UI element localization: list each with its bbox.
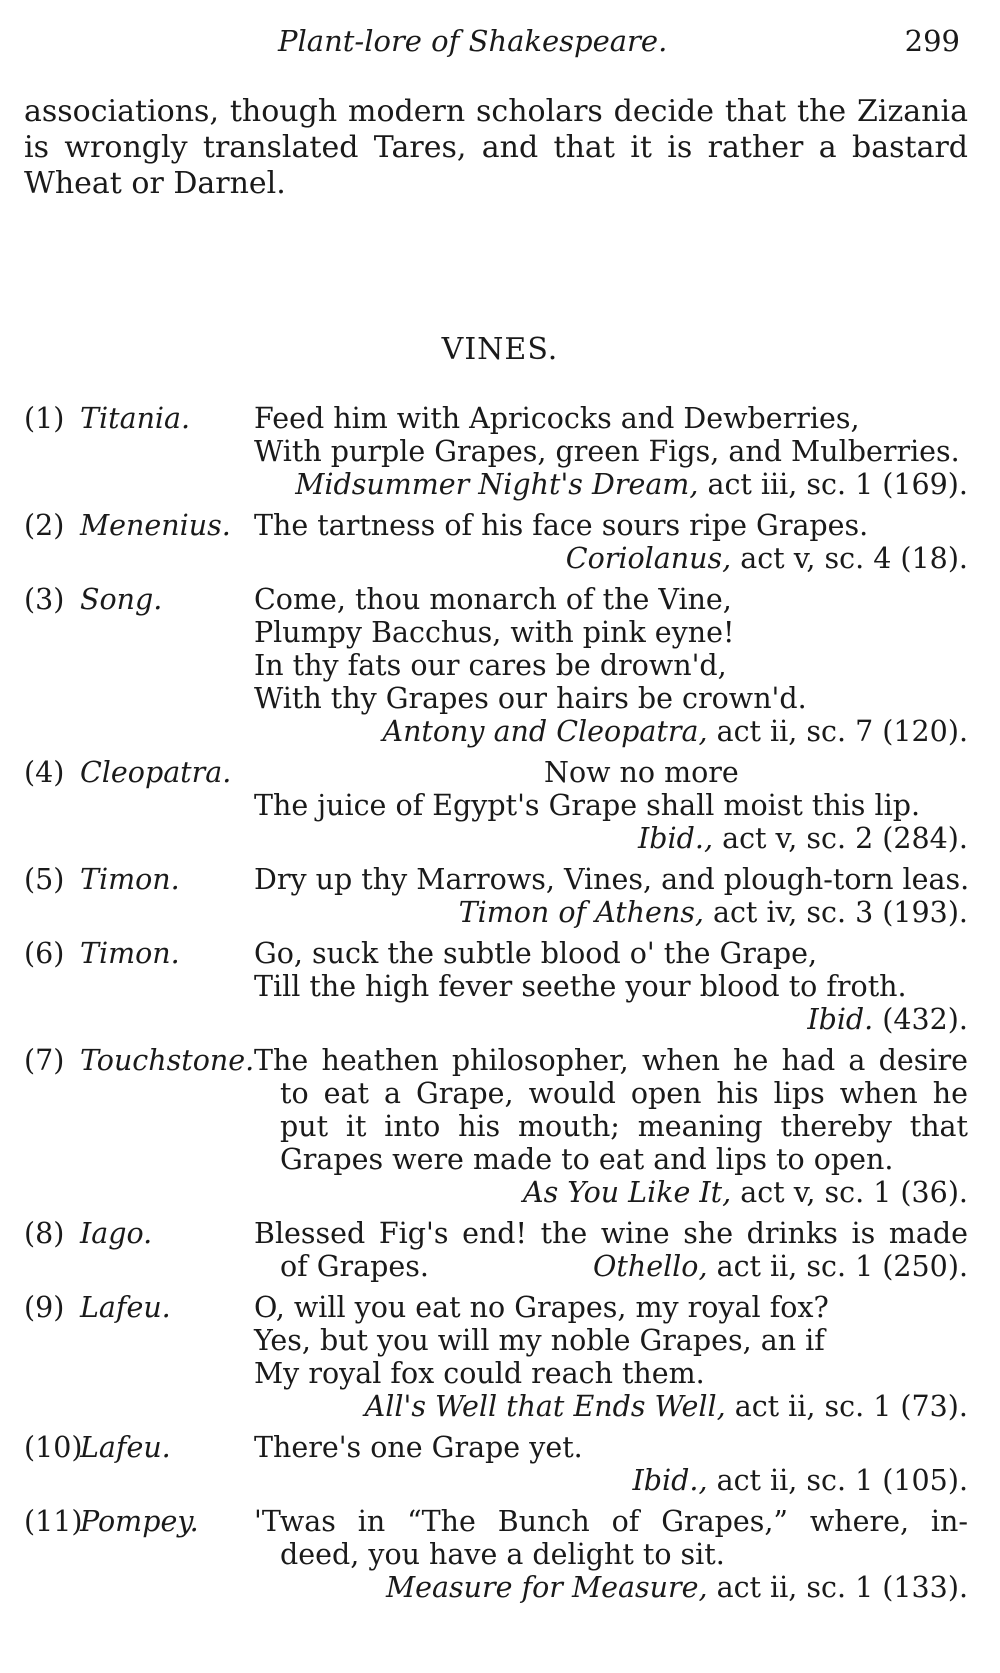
verse-line: O, will you eat no Grapes, my royal fox? — [254, 1291, 829, 1324]
entry-body — [254, 1044, 968, 1209]
entry-number: (11) — [24, 1505, 83, 1538]
quotation-entry — [24, 863, 968, 929]
entry-number: (7) — [24, 1044, 65, 1077]
citation-work: Midsummer Night's Dream, — [295, 468, 699, 501]
entry-speaker: Cleopatra. — [80, 756, 232, 789]
entry-body — [254, 1431, 968, 1497]
entry-body — [254, 1217, 968, 1283]
quotation-list — [24, 402, 968, 1612]
citation-ref: act iv, sc. 3 (193). — [703, 896, 968, 929]
prose-line: deed, you have a delight to sit. — [280, 1538, 725, 1571]
citation-work: Timon of Athens, — [458, 896, 704, 929]
citation — [254, 896, 968, 929]
citation — [254, 1390, 968, 1423]
citation-work: Antony and Cleopatra, — [382, 715, 708, 748]
verse-line: The tartness of his face sours ripe Grapes. — [254, 509, 869, 542]
citation-ref: act ii, sc. 1 (105). — [707, 1464, 968, 1497]
quotation-entry — [24, 1044, 968, 1209]
entry-number: (6) — [24, 937, 65, 970]
citation-ref: act ii, sc. 7 (120). — [707, 715, 968, 748]
verse-line: Come, thou monarch of the Vine, — [254, 583, 732, 616]
entry-number: (4) — [24, 756, 65, 789]
intro-paragraph — [24, 94, 968, 202]
intro-line: is wrongly translated Tares, and that it is rather a bastard — [24, 130, 968, 165]
entry-number: (10) — [24, 1431, 83, 1464]
entry-speaker: Song. — [80, 583, 163, 616]
entry-number: (3) — [24, 583, 65, 616]
citation-work: Othello, — [593, 1250, 708, 1283]
entry-speaker: Iago. — [80, 1217, 153, 1250]
citation-work: All's Well that Ends Well, — [364, 1390, 726, 1423]
prose-line: to eat a Grape, would open his lips when he — [280, 1077, 968, 1110]
citation-work: Coriolanus, — [565, 542, 732, 575]
quotation-entry — [24, 509, 968, 575]
verse-line: Yes, but you will my noble Grapes, an if — [254, 1324, 825, 1357]
verse-line: Now no more — [544, 756, 739, 789]
running-head-title: Plant-lore of Shakespeare. — [278, 24, 668, 58]
running-head — [0, 24, 1000, 64]
prose-line: Blessed Fig's end! the wine she drinks is made — [254, 1217, 968, 1250]
entry-number: (5) — [24, 863, 65, 896]
entry-body — [254, 1505, 968, 1604]
page-number: 299 — [904, 24, 960, 58]
entry-number: (8) — [24, 1217, 65, 1250]
entry-body — [254, 583, 968, 748]
verse-line: Plumpy Bacchus, with pink eyne! — [254, 616, 735, 649]
verse-line: The juice of Egypt's Grape shall moist this lip. — [254, 789, 921, 822]
entry-speaker: Touchstone. — [80, 1044, 255, 1077]
citation — [254, 468, 968, 501]
citation-work: Ibid., — [632, 1464, 708, 1497]
citation-ref: act ii, sc. 1 (133). — [707, 1571, 968, 1604]
intro-line: associations, though modern scholars decide that the Zizania — [24, 94, 968, 129]
verse-line: My royal fox could reach them. — [254, 1357, 705, 1390]
citation — [254, 542, 968, 575]
prose-line: Grapes were made to eat and lips to open. — [280, 1143, 894, 1176]
section-heading: VINES. — [441, 332, 559, 367]
entry-number: (9) — [24, 1291, 65, 1324]
verse-line: In thy fats our cares be drown'd, — [254, 649, 727, 682]
quotation-entry — [24, 756, 968, 855]
prose-line: 'Twas in “The Bunch of Grapes,” where, in- — [254, 1505, 968, 1538]
quotation-entry — [24, 583, 968, 748]
citation-work: Measure for Measure, — [386, 1571, 708, 1604]
citation-ref: act v, sc. 4 (18). — [731, 542, 968, 575]
entry-body — [254, 756, 968, 855]
entry-speaker: Pompey. — [80, 1505, 199, 1538]
verse-line: Go, suck the subtle blood o' the Grape, — [254, 937, 818, 970]
quotation-entry — [24, 937, 968, 1036]
citation-work: As You Like It, — [522, 1176, 732, 1209]
verse-line: Feed him with Apricocks and Dewberries, — [254, 402, 860, 435]
quotation-entry — [24, 402, 968, 501]
entry-speaker: Timon. — [80, 863, 180, 896]
verse-line: There's one Grape yet. — [254, 1431, 583, 1464]
prose-line: The heathen philosopher, when he had a desire — [254, 1044, 968, 1077]
entry-body — [254, 863, 968, 929]
citation — [254, 1464, 968, 1497]
entry-number: (1) — [24, 402, 65, 435]
citation — [254, 822, 968, 855]
citation-ref: act ii, sc. 1 (250). — [707, 1250, 968, 1283]
prose-line-text: of Grapes. — [280, 1250, 429, 1283]
verse-line: With purple Grapes, green Figs, and Mulberries. — [254, 435, 960, 468]
citation-work: Ibid., — [638, 822, 714, 855]
quotation-entry — [24, 1505, 968, 1604]
verse-line: Dry up thy Marrows, Vines, and plough-torn leas. — [254, 863, 970, 896]
citation — [593, 1250, 968, 1283]
entry-body — [254, 402, 968, 501]
entry-speaker: Titania. — [80, 402, 191, 435]
entry-speaker: Lafeu. — [80, 1291, 171, 1324]
citation — [254, 715, 968, 748]
prose-line — [254, 1250, 968, 1283]
entry-body — [254, 509, 968, 575]
citation-ref: (432). — [873, 1003, 968, 1036]
entry-speaker: Menenius. — [80, 509, 231, 542]
verse-line: With thy Grapes our hairs be crown'd. — [254, 682, 807, 715]
entry-body — [254, 937, 968, 1036]
citation — [254, 1003, 968, 1036]
verse-line: Till the high fever seethe your blood to froth. — [254, 970, 907, 1003]
citation-ref: act iii, sc. 1 (169). — [698, 468, 968, 501]
citation-ref: act v, sc. 1 (36). — [731, 1176, 968, 1209]
entry-speaker: Lafeu. — [80, 1431, 171, 1464]
citation-ref: act v, sc. 2 (284). — [713, 822, 968, 855]
entry-number: (2) — [24, 509, 65, 542]
entry-speaker: Timon. — [80, 937, 180, 970]
citation — [254, 1176, 968, 1209]
quotation-entry — [24, 1217, 968, 1283]
quotation-entry — [24, 1431, 968, 1497]
intro-line: Wheat or Darnel. — [24, 166, 286, 201]
prose-line: put it into his mouth; meaning thereby that — [280, 1110, 968, 1143]
citation-work: Ibid. — [807, 1003, 874, 1036]
entry-body — [254, 1291, 968, 1423]
citation-ref: act ii, sc. 1 (73). — [725, 1390, 968, 1423]
citation — [254, 1571, 968, 1604]
quotation-entry — [24, 1291, 968, 1423]
